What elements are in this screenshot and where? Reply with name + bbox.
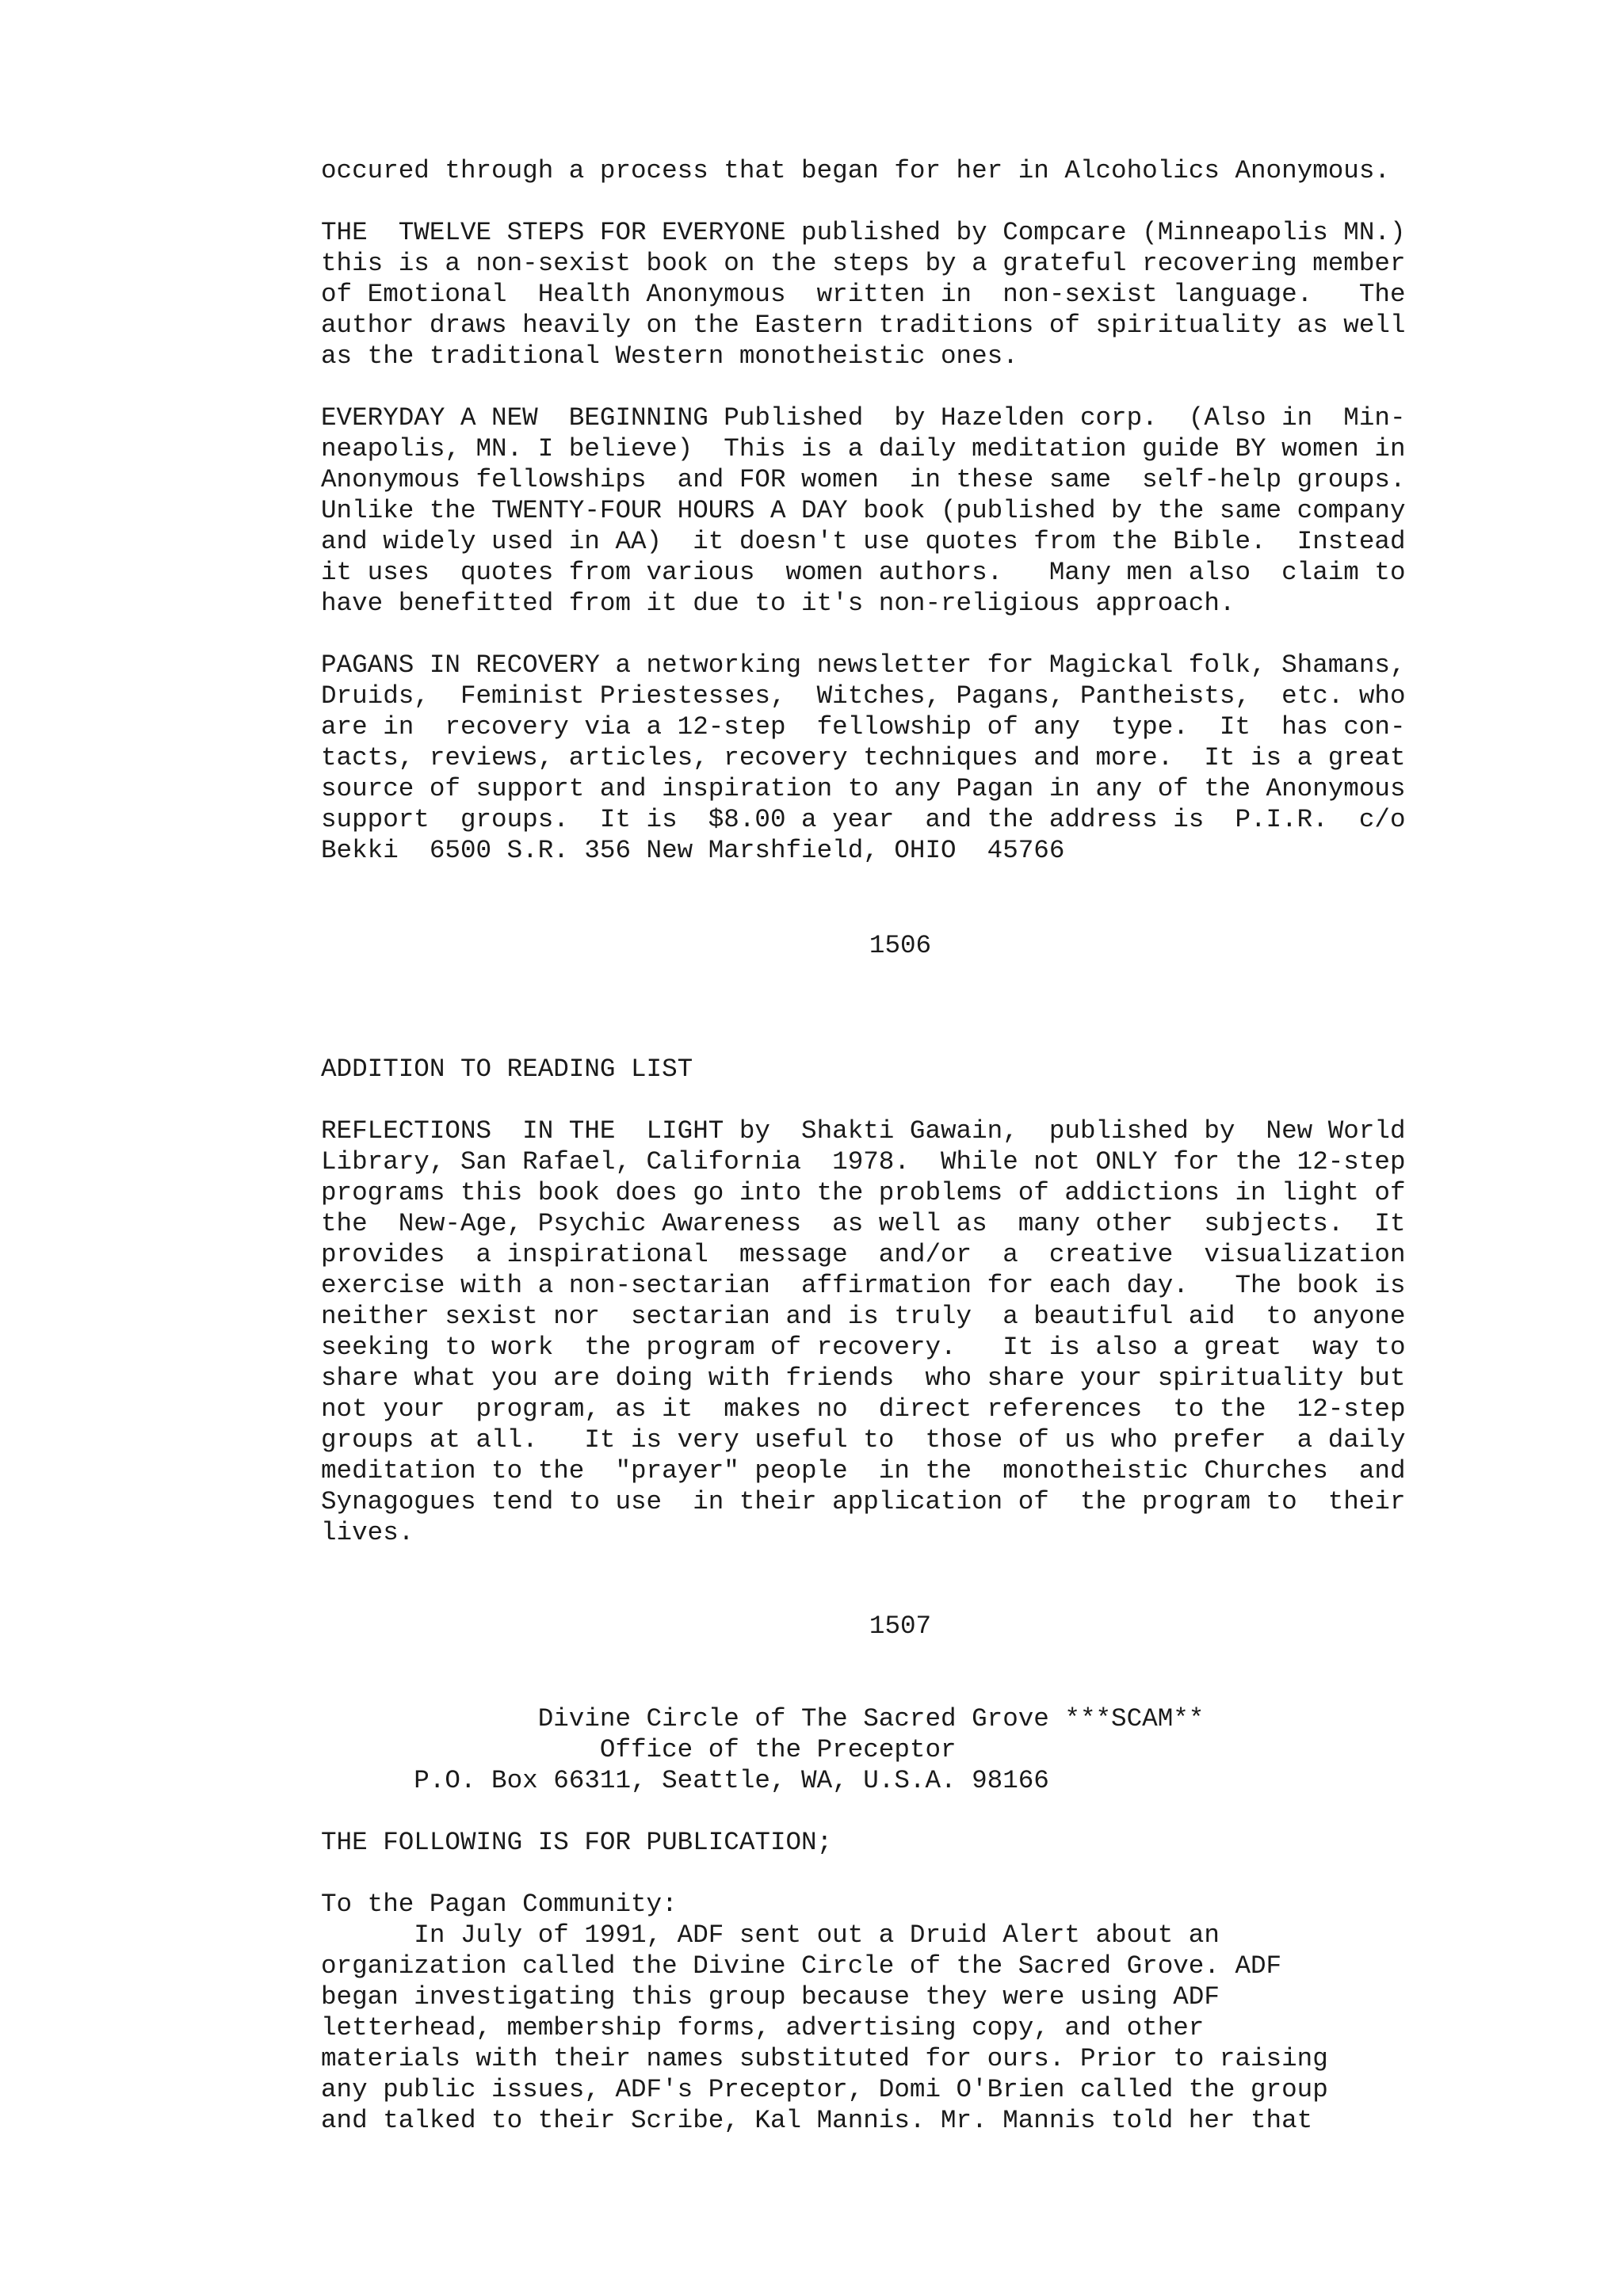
section-1506: [321, 155, 1510, 897]
everyday-paragraph: EVERYDAY A NEW BEGINNING Published by Hazelden corp. (Also in Min- neapolis, MN. I believe) This is a daily meditation guide BY women in Anonymous fellowships and FOR women in these same self-help groups. Unlike the TWENTY-FOUR HOURS A DAY book (published by the same company and widely used in AA) it doesn't use quotes from the Bible. Instead it uses quotes from various women authors. Many men also claim to have benefitted from it due to it's non-religious approach.: [321, 403, 1406, 618]
letterhead-line-3: P.O. Box 66311, Seattle, WA, U.S.A. 98166: [321, 1766, 1049, 1795]
letterhead-line-1: Divine Circle of The Sacred Grove ***SCAM**: [321, 1704, 1205, 1733]
section-divine-circle: [321, 1703, 1510, 2167]
page-number-1506: 1506: [869, 931, 932, 960]
page-number-1507: 1507: [869, 1611, 932, 1641]
pagans-paragraph: PAGANS IN RECOVERY a networking newsletter for Magickal folk, Shamans, Druids, Feminist Priestesses, Witches, Pagans, Pantheists, etc. who are in recovery via a 12-step fellowship of any type. It has con- tacts, reviews, articles, recovery techniques and more. It is a great source of support and inspiration to any Pagan in any of the Anonymous support groups. It is $8.00 a year and the address is P.I.R. c/o Bekki 6500 S.R. 356 New Marshfield, OHIO 45766: [321, 650, 1406, 865]
twelve-steps-paragraph: THE TWELVE STEPS FOR EVERYONE published by Compcare (Minneapolis MN.) this is a non-sexist book on the steps by a grateful recovering member of Emotional Health Anonymous written in non-sexist language. The author draws heavily on the Eastern traditions of spirituality as well as the traditional Western monotheistic ones.: [321, 218, 1406, 371]
section-1507: [321, 1054, 1510, 1579]
publication-note: THE FOLLOWING IS FOR PUBLICATION;: [321, 1828, 833, 1857]
intro-paragraph: occured through a process that began for her in Alcoholics Anonymous.: [321, 156, 1390, 185]
reflections-paragraph: REFLECTIONS IN THE LIGHT by Shakti Gawain, published by New World Library, San Rafael, California 1978. While not ONLY for the 12-step programs this book does go into the problems of addictions in light of the New-Age, Psychic Awareness as well as many other subjects. It provides a inspirational message and/or a creative visualization exercise with a non-sectarian affirmation for each day. The book is neither sexist nor sectarian and is truly a beautiful aid to anyone seeking to work the program of recovery. It is also a great way to share what you are doing with friends who share your spirituality but not your program, as it makes no direct references to the 12-step groups at all. It is very useful to those of us who prefer a daily meditation to the "prayer" people in the monotheistic Churches and Synagogues tend to use in their application of the program to their lives.: [321, 1116, 1406, 1547]
letterhead-line-2: Office of the Preceptor: [321, 1735, 957, 1764]
letter-body: To the Pagan Community: In July of 1991, ADF sent out a Druid Alert about an organization called the Divine Circle of the Sacred Grove. ADF began investigating this group because they were using ADF letterhead, membership forms, advertising copy, and other materials with their names substituted for ours. Prior to raising any public issues, ADF's Preceptor, Domi O'Brien called the group and talked to their Scribe, Kal Mannis. Mr. Mannis told her that: [321, 1890, 1328, 2135]
reading-list-heading: ADDITION TO READING LIST: [321, 1055, 693, 1084]
